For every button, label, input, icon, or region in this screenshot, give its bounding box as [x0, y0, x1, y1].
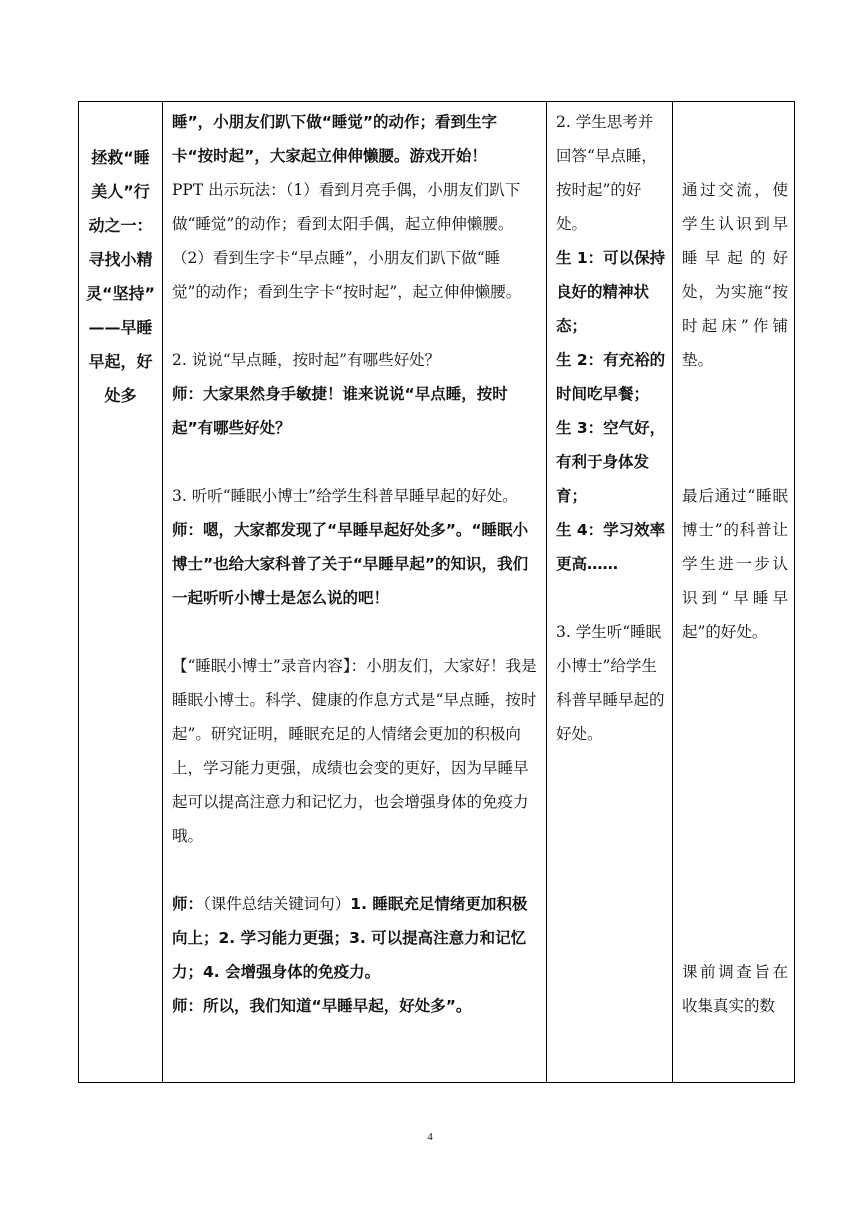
- ppt-rules-text: PPT 出示玩法：（1）看到月亮手偶，小朋友们趴下做“睡觉”的动作；看到太阳手偶，起立伸伸懒腰。（2）看到生字卡“早点睡”，小朋友们趴下做“睡觉”的动作；看到生字卡“按时起”，起立伸伸懒腰。: [172, 181, 522, 301]
- step-2-heading: 2. 说说“早点睡，按时起”有哪些好处？: [172, 351, 441, 369]
- teacher-conclusion-text: 师：所以，我们知道“早睡早起，好处多”。: [172, 997, 472, 1015]
- stage-title-line: 寻找小精: [88, 250, 153, 269]
- game-instruction-text: 睡”，小朋友们趴下做“睡觉”的动作；看到生字卡“按时起”，大家起立伸伸懒腰。游戏开始！: [172, 113, 498, 165]
- stage-title-line: 灵“坚持”: [85, 284, 156, 303]
- student-answer-4: 生 4：学习效率更高……: [556, 521, 666, 573]
- student-step-2-text: 2. 学生思考并回答“早点睡，按时起”的好处。: [556, 113, 657, 233]
- intent-text-1: 通过交流，使学生认识到早睡早起的好处，为实施“按时起床”作铺垫。: [682, 181, 788, 369]
- teacher-activity-cell: [163, 101, 546, 1082]
- student-step-3-text: 3. 学生听“睡眠小博士”给学生科普早睡早起的好处。: [556, 623, 665, 743]
- teacher-summary-text: [172, 887, 538, 989]
- page-number: 4: [427, 1131, 433, 1143]
- stage-title-cell: [79, 101, 162, 1082]
- student-activity-cell: [547, 101, 672, 1082]
- summary-note: （课件总结关键词句）: [203, 895, 351, 913]
- intent-text-2: 最后通过“睡眠博士”的科普让学生进一步认识到“早睡早起”的好处。: [682, 487, 788, 641]
- stage-title-line: ——早睡: [88, 318, 153, 337]
- intent-text-3: 课前调查旨在收集真实的数: [682, 963, 788, 1015]
- teacher-intro-text: 师：嗯，大家都发现了“早睡早起好处多”。“睡眠小博士”也给大家科普了关于“早睡早起”的知识，我们一起听听小博士是怎么说的吧！: [172, 521, 529, 607]
- teacher-question-text: 师：大家果然身手敏捷！谁来说说“早点睡，按时起”有哪些好处？: [172, 385, 508, 437]
- recording-content-text: 【“睡眠小博士”录音内容】：小朋友们，大家好！我是睡眠小博士。科学、健康的作息方式是“早点睡，按时起”。研究证明，睡眠充足的人情绪会更加的积极向上，学习能力更强，成绩也会变的更好，因为早睡早起可以提高注意力和记忆力，也会增强身体的免疫力哦。: [172, 657, 537, 845]
- teacher-prefix: 师：: [172, 895, 204, 913]
- summary-points: 1. 睡眠充足情绪更加积极向上；2. 学习能力更强；3. 可以提高注意力和记忆力；4. 会增强身体的免疫力。: [172, 895, 528, 981]
- stage-title-line: 拯救“睡: [91, 148, 150, 167]
- step-3-heading: 3. 听听“睡眠小博士”给学生科普早睡早起的好处。: [172, 487, 518, 505]
- table-bottom-border: [78, 1082, 795, 1083]
- stage-title-line: 美人”行: [91, 182, 150, 201]
- student-answer-3: 生 3：空气好，有利于身体发育；: [556, 419, 666, 505]
- stage-title-line: 动之一：: [88, 216, 153, 235]
- student-answer-1: 生 1：可以保持良好的精神状态；: [556, 249, 666, 335]
- design-intent-cell: [673, 101, 794, 1082]
- table-right-border: [794, 101, 795, 1082]
- stage-title-line: 处多: [104, 386, 137, 405]
- student-answer-2: 生 2：有充裕的时间吃早餐；: [556, 351, 666, 403]
- stage-title-line: 早起，好: [88, 352, 153, 371]
